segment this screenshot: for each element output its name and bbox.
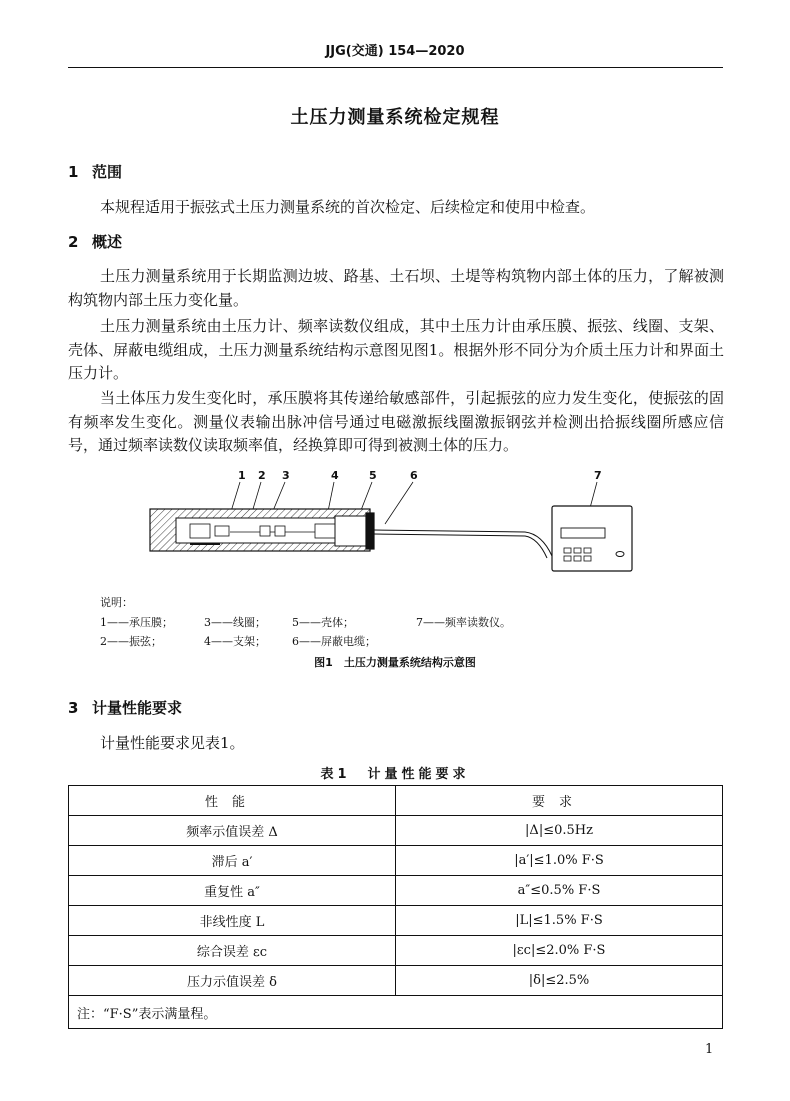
- table-caption: 表1 计量性能要求: [320, 767, 470, 782]
- table-cell: 重复性 a″: [69, 876, 396, 906]
- label-1: 1: [238, 469, 246, 482]
- section-3-heading: [68, 697, 182, 718]
- table-note: 注：“F·S”表示满量程。: [69, 996, 723, 1029]
- legend-row-1: [100, 614, 511, 630]
- table-cell: a″≤0.5% F·S: [396, 876, 723, 906]
- table-row: [69, 906, 723, 936]
- shielded-cable: [374, 530, 552, 558]
- table-cell: 综合误差 εc: [69, 936, 396, 966]
- header-rule: [68, 67, 723, 68]
- table-cell: |Δ|≤0.5Hz: [396, 816, 723, 846]
- table-cell: |a′|≤1.0% F·S: [396, 846, 723, 876]
- table-cell: |L|≤1.5% F·S: [396, 906, 723, 936]
- table-row: [69, 966, 723, 996]
- section-2-paragraph-2: 土压力测量系统由土压力计、频率读数仪组成，其中土压力计由承压膜、振弦、线圈、支架、壳体、屏蔽电缆组成，土压力测量系统结构示意图见图1。根据外形不同分为介质土压力计和界面土压力计。: [68, 317, 724, 382]
- table-row: [69, 876, 723, 906]
- table-header-row: [69, 786, 723, 816]
- legend-item: 3——线圈；: [204, 616, 266, 629]
- section-3-paragraph: 计量性能要求见表1。: [100, 734, 245, 752]
- legend-row-2: [100, 633, 376, 649]
- table-cell: 非线性度 L: [69, 906, 396, 936]
- section-number: 1: [68, 163, 79, 181]
- table-cell: |εc|≤2.0% F·S: [396, 936, 723, 966]
- legend-item: 2——振弦；: [100, 635, 162, 648]
- document-title: 土压力测量系统检定规程: [290, 107, 500, 128]
- structure-diagram: [130, 466, 650, 586]
- table-note-row: [69, 996, 723, 1029]
- legend-item: 7——频率读数仪。: [416, 616, 511, 629]
- table-row: [69, 936, 723, 966]
- pressure-cell: [150, 509, 374, 551]
- table-cell: 滞后 a′: [69, 846, 396, 876]
- figure-caption: 图1 土压力测量系统结构示意图: [314, 656, 476, 669]
- table-cell: |δ|≤2.5%: [396, 966, 723, 996]
- section-2-paragraph-1: 土压力测量系统用于长期监测边坡、路基、土石坝、土堤等构筑物内部土体的压力，了解被测构筑物内部土压力变化量。: [68, 267, 724, 309]
- legend-item: 5——壳体；: [292, 616, 354, 629]
- section-number: 2: [68, 233, 79, 251]
- table-cell: 频率示值误差 Δ: [69, 816, 396, 846]
- header-cell: 性能: [69, 786, 396, 816]
- page-header: JJG(交通) 154—2020: [325, 44, 465, 59]
- section-title: 概述: [92, 233, 123, 251]
- legend-item: 6——屏蔽电缆；: [292, 635, 376, 648]
- section-1-heading: [68, 161, 122, 182]
- table-cell: 压力示值误差 δ: [69, 966, 396, 996]
- frequency-readout: [552, 506, 632, 571]
- legend-item: 4——支架；: [204, 635, 266, 648]
- section-2-paragraph-3: 当土体压力发生变化时，承压膜将其传递给敏感部件，引起振弦的应力发生变化，使振弦的固有频率发生变化。测量仪表输出脉冲信号通过电磁激振线圈激振钢弦并检测出拾振线圈所感应信号，通过频率读数仪读取频率值，经换算即可得到被测土体的压力。: [68, 389, 724, 454]
- label-4: 4: [331, 469, 339, 482]
- header-cell: 要求: [396, 786, 723, 816]
- page-number: 1: [705, 1042, 714, 1057]
- section-title: 范围: [92, 163, 123, 181]
- legend-item: 1——承压膜；: [100, 616, 173, 629]
- section-title: 计量性能要求: [92, 699, 183, 717]
- label-3: 3: [282, 469, 290, 482]
- table-row: [69, 816, 723, 846]
- label-7: 7: [594, 469, 602, 482]
- legend-title: 说明：: [100, 596, 133, 609]
- label-5: 5: [369, 469, 377, 482]
- section-1-paragraph: 本规程适用于振弦式土压力测量系统的首次检定、后续检定和使用中检查。: [100, 198, 596, 216]
- section-2-heading: [68, 231, 122, 252]
- label-2: 2: [258, 469, 266, 482]
- label-6: 6: [410, 469, 418, 482]
- section-number: 3: [68, 699, 79, 717]
- performance-table: [68, 785, 723, 1029]
- table-row: [69, 846, 723, 876]
